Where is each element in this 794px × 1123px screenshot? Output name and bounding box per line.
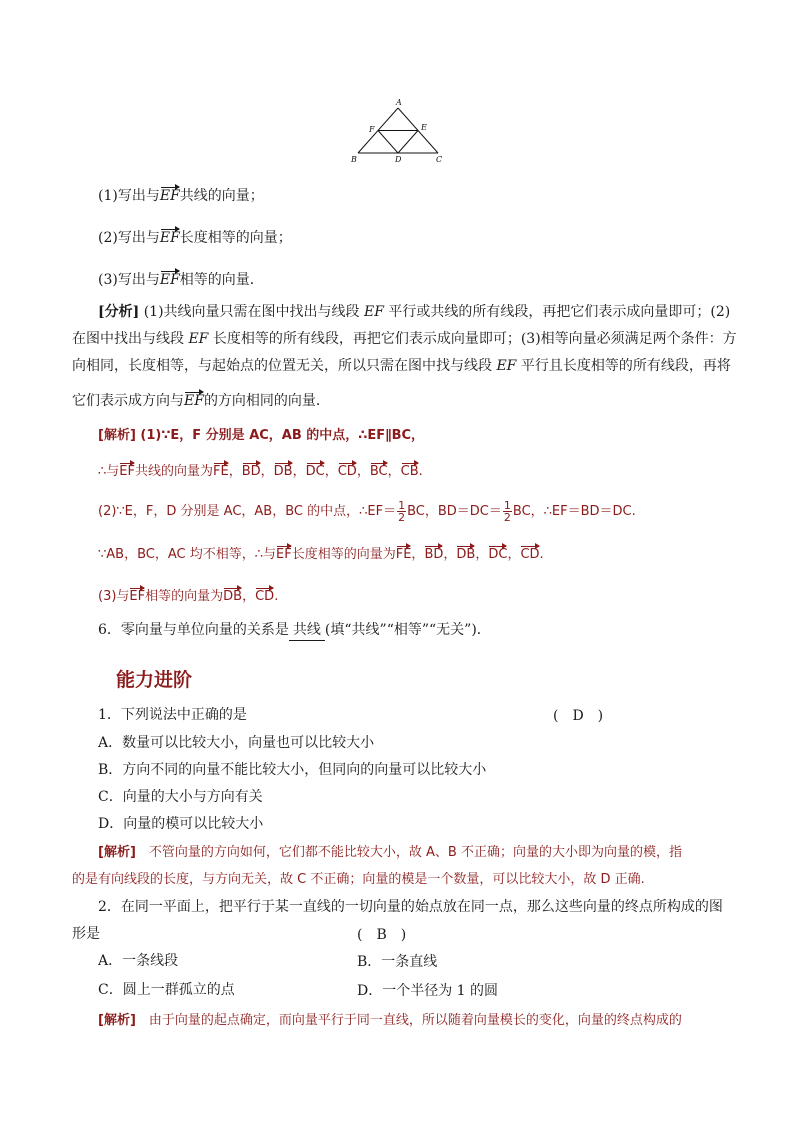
vector-item: FE [213, 462, 229, 482]
triangle-figure [348, 96, 448, 168]
analysis-line-2: 在图中找出与线段 EF 长度相等的所有线段，再把它们表示成向量即可；(3)相等向量必须满足两个条件：方 [72, 331, 737, 347]
solution-line-4: ∵AB，BC，AC 均不相等，∴与EF长度相等的向量为FE，BD，DB，DC，CD. [98, 545, 544, 565]
problem-1-option-d: D．向量的模可以比较大小 [98, 816, 264, 832]
problem-2-stem-line-1: 2．在同一平面上，把平行于某一直线的一切向量的始点放在同一点，那么这些向量的终点所构成的图 [98, 899, 723, 915]
segment-fd [378, 131, 398, 154]
vector-item: DB [274, 462, 293, 482]
fraction-half: $\frac{1}{2}$ [503, 499, 511, 524]
vector-ef: EF [129, 587, 145, 607]
label-c: C [436, 155, 443, 164]
vector-item: CB [401, 462, 419, 482]
vector-item: DB [456, 545, 475, 565]
vector-item: BD [242, 462, 261, 482]
problem-1-option-c: C．向量的大小与方向有关 [98, 789, 263, 805]
problem-1-stem: 1．下列说法中正确的是 [98, 707, 247, 723]
vector-ef: EF [159, 230, 180, 246]
problem-2-stem-line-2: 形是 [72, 926, 100, 942]
label-e: E [421, 123, 427, 132]
vector-item: DB [223, 587, 242, 607]
problem-1-option-b: B．方向不同的向量不能比较大小，但同向的向量可以比较大小 [98, 762, 487, 778]
vector-ef: EF [276, 545, 292, 565]
vector-item: BD [424, 545, 443, 565]
vector-item: DC [306, 462, 325, 482]
question-3: (3)写出与EF相等的向量． [98, 272, 264, 288]
solution-tag: [解析] [98, 428, 136, 443]
problem-2-option-d: D．一个半径为 1 的圆 [357, 983, 499, 999]
vector-ef: EF [159, 188, 180, 204]
problem-2-option-a: A．一条线段 [98, 953, 179, 969]
problem-1-explanation-line-2: 的是有向线段的长度，与方向无关，故 C 不正确；向量的模是一个数量，可以比较大小，故 D 正确. [72, 872, 645, 887]
answer-blank: 共线 [289, 620, 325, 641]
analysis-line-1: [分析] (1)共线向量只需在图中找出与线段 EF 平行或共线的所有线段，再把它们表示成向量即可；(2) [98, 304, 731, 320]
problem-1-answer: ( D ) [553, 708, 604, 724]
solution-line-5: (3)与EF相等的向量为DB，CD. [98, 587, 278, 607]
solution-line-2: ∴与EF共线的向量为FE，BD，DB，DC，CD，BC，CB. [98, 462, 423, 482]
vector-ef: EF [184, 393, 204, 409]
vector-item: CD [520, 545, 539, 565]
vector-item: BC [370, 462, 388, 482]
vector-ef: EF [119, 462, 135, 482]
analysis-line-3: 向相同，长度相等，与起始点的位置无关，所以只需在图中找与线段 EF 平行且长度相等的所有线段，再将 [72, 358, 731, 374]
question-2: (2)写出与EF长度相等的向量； [98, 230, 292, 246]
question-6: 6．零向量与单位向量的关系是 共线 (填“共线”“相等”“无关”)． [98, 620, 491, 641]
label-b: B [351, 155, 357, 164]
section-title: 能力进阶 [116, 669, 193, 691]
vector-item: CD [338, 462, 357, 482]
problem-1-option-a: A．数量可以比较大小，向量也可以比较大小 [98, 735, 375, 751]
segment-ed [398, 131, 418, 154]
analysis-tag: [分析] [98, 304, 140, 320]
analysis-line-4: 它们表示成方向与EF的方向相同的向量． [72, 393, 330, 409]
vector-ef: EF [159, 272, 180, 288]
problem-2-option-c: C．圆上一群孤立的点 [98, 982, 235, 998]
solution-line-1: [解析] (1)∵E，F 分别是 AC，AB 的中点，∴EF∥BC， [98, 428, 425, 443]
label-d: D [395, 155, 402, 164]
problem-2-option-b: B．一条直线 [357, 954, 438, 970]
vector-item: CD [255, 587, 274, 607]
vector-item: DC [488, 545, 507, 565]
solution-line-3: (2)∵E，F，D 分别是 AC，AB，BC 的中点，∴EF＝ $\frac{1}{2}$ BC，BD＝DC＝ $\frac{1}{2}$ BC，∴EF＝BD＝DC. [98, 499, 636, 524]
fraction-half: $\frac{1}{2}$ [398, 499, 406, 524]
problem-1-explanation-line-1: [解析] 不管向量的方向如何，它们都不能比较大小，故 A、B 不正确；向量的大小即为向量的模，指 [98, 845, 682, 860]
vector-item: FE [396, 545, 412, 565]
label-a: A [396, 98, 402, 107]
question-1: (1)写出与EF共线的向量； [98, 188, 264, 204]
label-f: F [369, 125, 375, 134]
problem-2-answer: ( B ) [357, 927, 407, 943]
problem-2-explanation-line-1: [解析] 由于向量的起点确定，而向量平行于同一直线，所以随着向量模长的变化，向量的终点构成的 [98, 1013, 682, 1028]
